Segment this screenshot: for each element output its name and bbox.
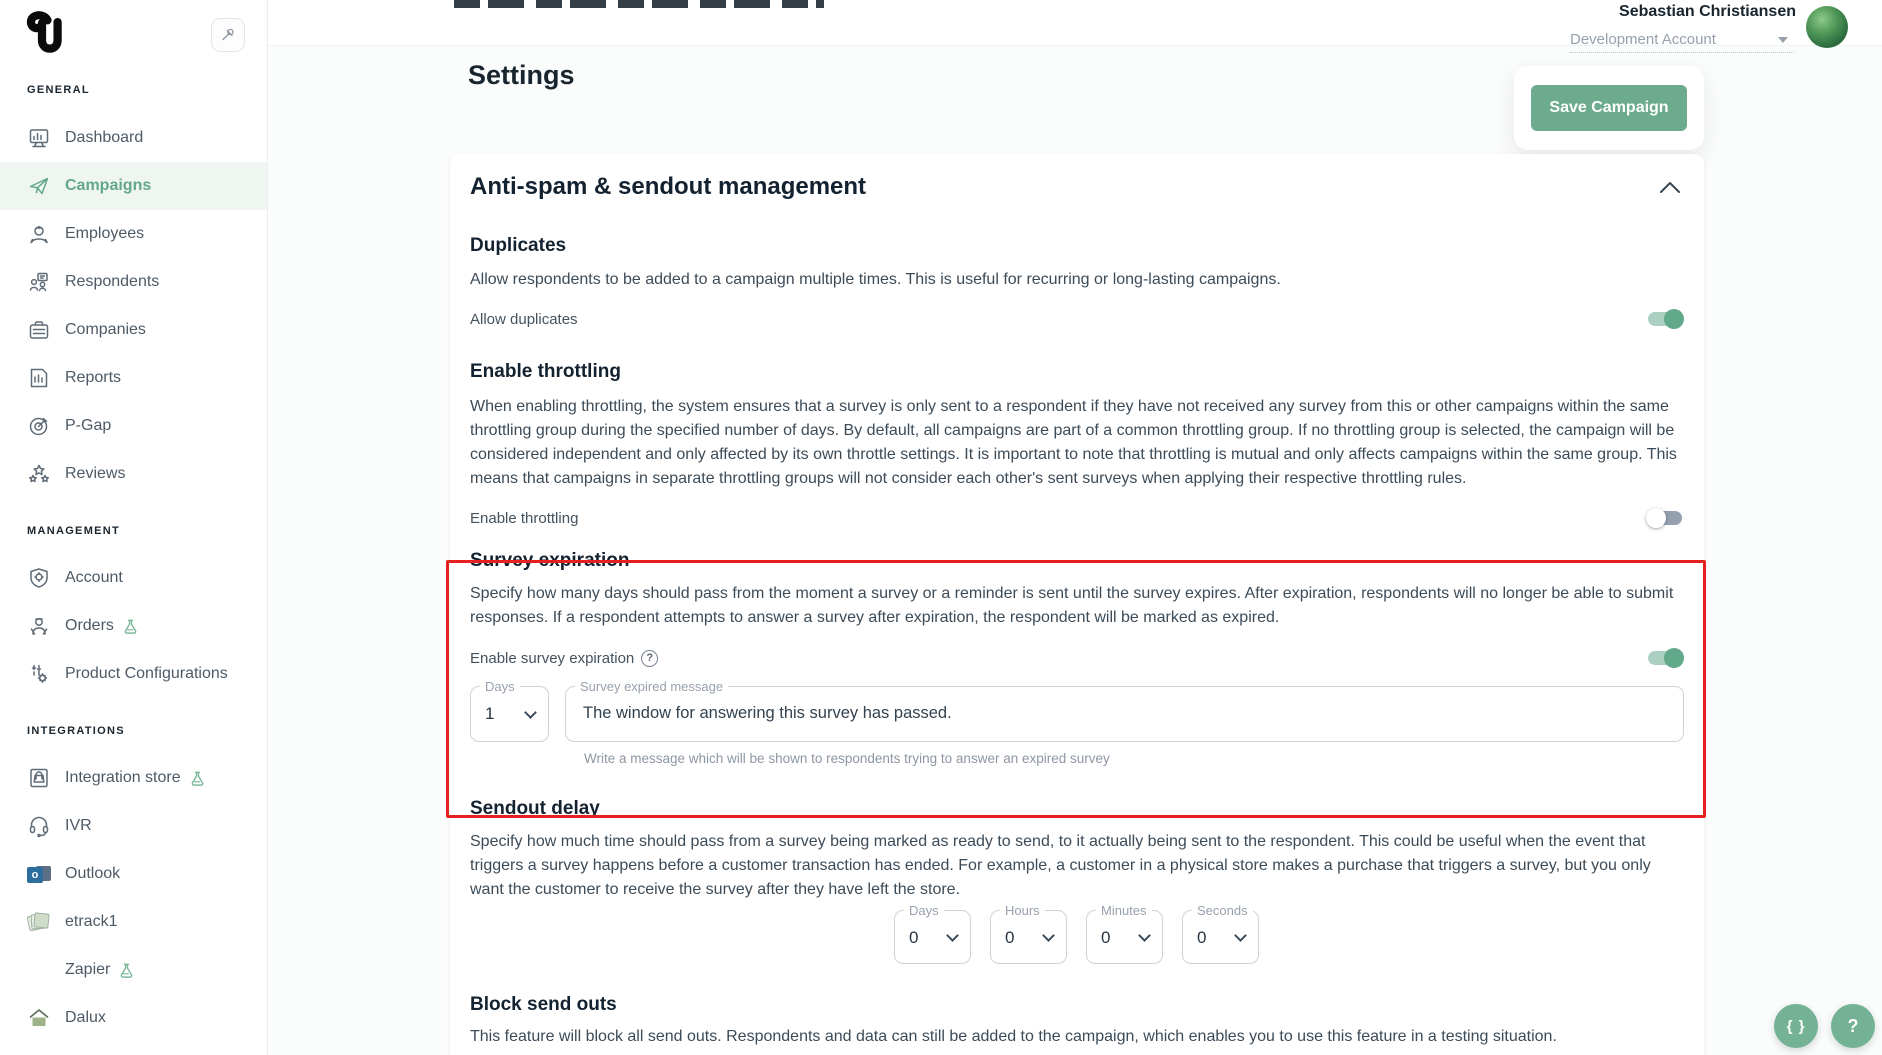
- beta-flask-icon: [122, 618, 139, 635]
- sidebar-item-account[interactable]: [0, 554, 267, 602]
- survey-expired-message-value: The window for answering this survey has passed.: [583, 704, 952, 722]
- sidebar-item-label: IVR: [65, 817, 92, 834]
- sidebar-item-label: Respondents: [65, 273, 160, 290]
- sidebar-section-general: GENERAL: [27, 84, 90, 96]
- sidebar-item-label: Integration store: [65, 769, 181, 786]
- orders-icon: [26, 613, 52, 639]
- expiration-days-value: 1: [485, 704, 495, 723]
- sidebar-item-label: Reports: [65, 369, 122, 386]
- enable-survey-expiration-toggle[interactable]: [1646, 647, 1684, 669]
- survey-expiration-description: Specify how many days should pass from the moment a survey or a reminder is sent until the survey expires. After expiration, respondents will no longer be able to submit responses. If a respondent attempts to answer a survey after expiration, the respondent will be marked as expired.: [470, 585, 1674, 626]
- sidebar: [0, 0, 268, 1055]
- duplicates-title: Duplicates: [470, 235, 567, 256]
- enable-throttling-toggle[interactable]: [1646, 507, 1684, 529]
- chevron-down-icon: [1234, 929, 1247, 942]
- sidebar-item-integration-store[interactable]: [0, 754, 267, 802]
- throttling-title: Enable throttling: [470, 361, 621, 382]
- bar-report-icon: [26, 365, 52, 391]
- chevron-down-icon: [946, 929, 959, 942]
- stars-icon: [26, 461, 52, 487]
- delay-seconds-value: 0: [1197, 928, 1207, 947]
- code-widget-button[interactable]: { }: [1774, 1004, 1818, 1048]
- dalux-house-logo: [26, 1005, 52, 1031]
- delay-minutes-value: 0: [1101, 928, 1111, 947]
- sidebar-item-label: Dalux: [65, 1009, 106, 1026]
- sidebar-item-label: P-Gap: [65, 417, 112, 434]
- shield-gear-icon: [26, 565, 52, 591]
- chevron-down-icon: [1042, 929, 1055, 942]
- enable-throttling-label: Enable throttling: [470, 509, 579, 527]
- user-name: Sebastian Christiansen: [1619, 3, 1796, 20]
- target-icon: [26, 413, 52, 439]
- anti-spam-card: [450, 154, 1704, 1055]
- clipped-page-heading: [454, 0, 824, 8]
- account-selector[interactable]: [1570, 27, 1794, 53]
- survey-expired-message-helper: Write a message which will be shown to respondents trying to answer an expired survey: [584, 751, 1110, 766]
- sidebar-item-employees[interactable]: [0, 210, 267, 258]
- beta-flask-icon: [189, 770, 206, 787]
- sidebar-item-label: Outlook: [65, 865, 121, 882]
- delay-days-label: Days: [904, 903, 944, 918]
- survey-expiration-title: Survey expiration: [470, 550, 630, 571]
- sidebar-item-product-configurations[interactable]: [0, 650, 267, 698]
- delay-minutes-select[interactable]: [1086, 903, 1163, 964]
- dashboard-icon: [26, 125, 52, 151]
- block-send-outs-description: This feature will block all send outs. Respondents and data can still be added to the campaign, which enables you to use this feature in a testing situation.: [470, 1028, 1557, 1045]
- sidebar-item-reviews[interactable]: [0, 450, 267, 498]
- sidebar-item-label: Employees: [65, 225, 145, 242]
- delay-hours-select[interactable]: [990, 903, 1067, 964]
- expiration-days-label: Days: [480, 679, 520, 694]
- sidebar-item-label: Product Configurations: [65, 665, 228, 682]
- chevron-down-icon: [1138, 929, 1151, 942]
- delay-seconds-select[interactable]: [1182, 903, 1259, 964]
- sidebar-item-zapier[interactable]: [0, 946, 267, 994]
- sidebar-item-label: Companies: [65, 321, 146, 338]
- sidebar-item-ivr[interactable]: [0, 802, 267, 850]
- sidebar-item-respondents[interactable]: [0, 258, 267, 306]
- sidebar-item-outlook[interactable]: [0, 850, 267, 898]
- shopping-bag-icon: [26, 765, 52, 791]
- headset-icon: [26, 813, 52, 839]
- sidebar-item-label: Dashboard: [65, 129, 144, 146]
- beta-flask-icon: [118, 962, 135, 979]
- sidebar-item-dashboard[interactable]: [0, 114, 267, 162]
- sendout-delay-title: Sendout delay: [470, 798, 600, 819]
- sidebar-item-label: Reviews: [65, 465, 126, 482]
- collapse-section-button[interactable]: [1656, 173, 1684, 201]
- sidebar-item-label: Account: [65, 569, 123, 586]
- sidebar-item-dalux[interactable]: [0, 994, 267, 1042]
- delay-hours-label: Hours: [1000, 903, 1045, 918]
- delay-days-select[interactable]: [894, 903, 971, 964]
- save-campaign-card: [1514, 66, 1704, 150]
- card-title: Anti-spam & sendout management: [470, 173, 867, 200]
- sidebar-item-label: etrack1: [65, 913, 118, 930]
- allow-duplicates-toggle[interactable]: [1646, 308, 1684, 330]
- sliders-gear-icon: [26, 661, 52, 687]
- throttling-description: When enabling throttling, the system ensures that a survey is only sent to a respondent if they have not received any survey from this or other campaigns within the same throttling group during the specified number of days. By default, all campaigns are part of a common throttling group. If no throttling group is selected, the campaign will be considered independent and only affected by its own throttle settings. It is important to note that throttling is mutual and only affects campaigns within the same group. This means that campaigns in separate throttling groups will not consider each other's sent surveys when applying their respective throttling rules.: [470, 398, 1677, 487]
- save-campaign-button[interactable]: Save Campaign: [1531, 85, 1687, 131]
- expiration-days-select[interactable]: [470, 679, 549, 742]
- allow-duplicates-label: Allow duplicates: [470, 310, 578, 328]
- chevron-up-icon: [1659, 181, 1681, 194]
- sidebar-section-management: MANAGEMENT: [27, 525, 121, 537]
- page-title: Settings: [468, 60, 575, 90]
- survey-expired-message-input[interactable]: [565, 679, 1684, 742]
- pin-icon: [220, 27, 236, 43]
- sendout-delay-description: Specify how much time should pass from a survey being marked as ready to send, to it actually being sent to the respondent. This could be useful when the event that triggers a survey happens before a customer transaction has ended. For example, a customer in a physical store makes a purchase that triggers a survey, but you only want the customer to receive the survey after they have left the store.: [470, 833, 1651, 898]
- paper-plane-icon: [26, 173, 52, 199]
- worker-icon: [26, 221, 52, 247]
- sidebar-item-companies[interactable]: [0, 306, 267, 354]
- etrack1-logo: [26, 909, 52, 935]
- briefcase-icon: [26, 317, 52, 343]
- delay-days-value: 0: [909, 928, 919, 947]
- duplicates-description: Allow respondents to be added to a campaign multiple times. This is useful for recurring or long-lasting campaigns.: [470, 271, 1281, 288]
- zapier-icon-placeholder: [26, 957, 52, 983]
- account-selector-value: Development Account: [1570, 31, 1716, 48]
- sidebar-section-integrations: INTEGRATIONS: [27, 725, 125, 737]
- chevron-down-icon: [524, 706, 537, 719]
- sidebar-item-label: Zapier: [65, 961, 111, 978]
- sidebar-item-orders[interactable]: [0, 602, 267, 650]
- outlook-logo: o: [26, 861, 52, 887]
- delay-hours-value: 0: [1005, 928, 1015, 947]
- sidebar-item-campaigns[interactable]: [0, 162, 267, 210]
- sidebar-item-reports[interactable]: [0, 354, 267, 402]
- delay-seconds-label: Seconds: [1192, 903, 1253, 918]
- survey-expired-message-label: Survey expired message: [575, 679, 728, 694]
- sidebar-item-label: Orders: [65, 617, 114, 634]
- help-widget-button[interactable]: ?: [1831, 1004, 1875, 1048]
- block-send-outs-title: Block send outs: [470, 994, 617, 1015]
- chevron-down-icon: [1778, 37, 1788, 43]
- delay-minutes-label: Minutes: [1096, 903, 1152, 918]
- help-icon[interactable]: ?: [641, 650, 658, 667]
- sidebar-item-label: Campaigns: [65, 177, 152, 194]
- avatar[interactable]: [1806, 6, 1848, 48]
- people-chat-icon: [26, 269, 52, 295]
- enable-survey-expiration-label: Enable survey expiration: [470, 649, 635, 667]
- sidebar-item-etrack1[interactable]: [0, 898, 267, 946]
- sidebar-item-p-gap[interactable]: [0, 402, 267, 450]
- app-logo[interactable]: [20, 10, 64, 63]
- pin-sidebar-button[interactable]: [211, 18, 245, 52]
